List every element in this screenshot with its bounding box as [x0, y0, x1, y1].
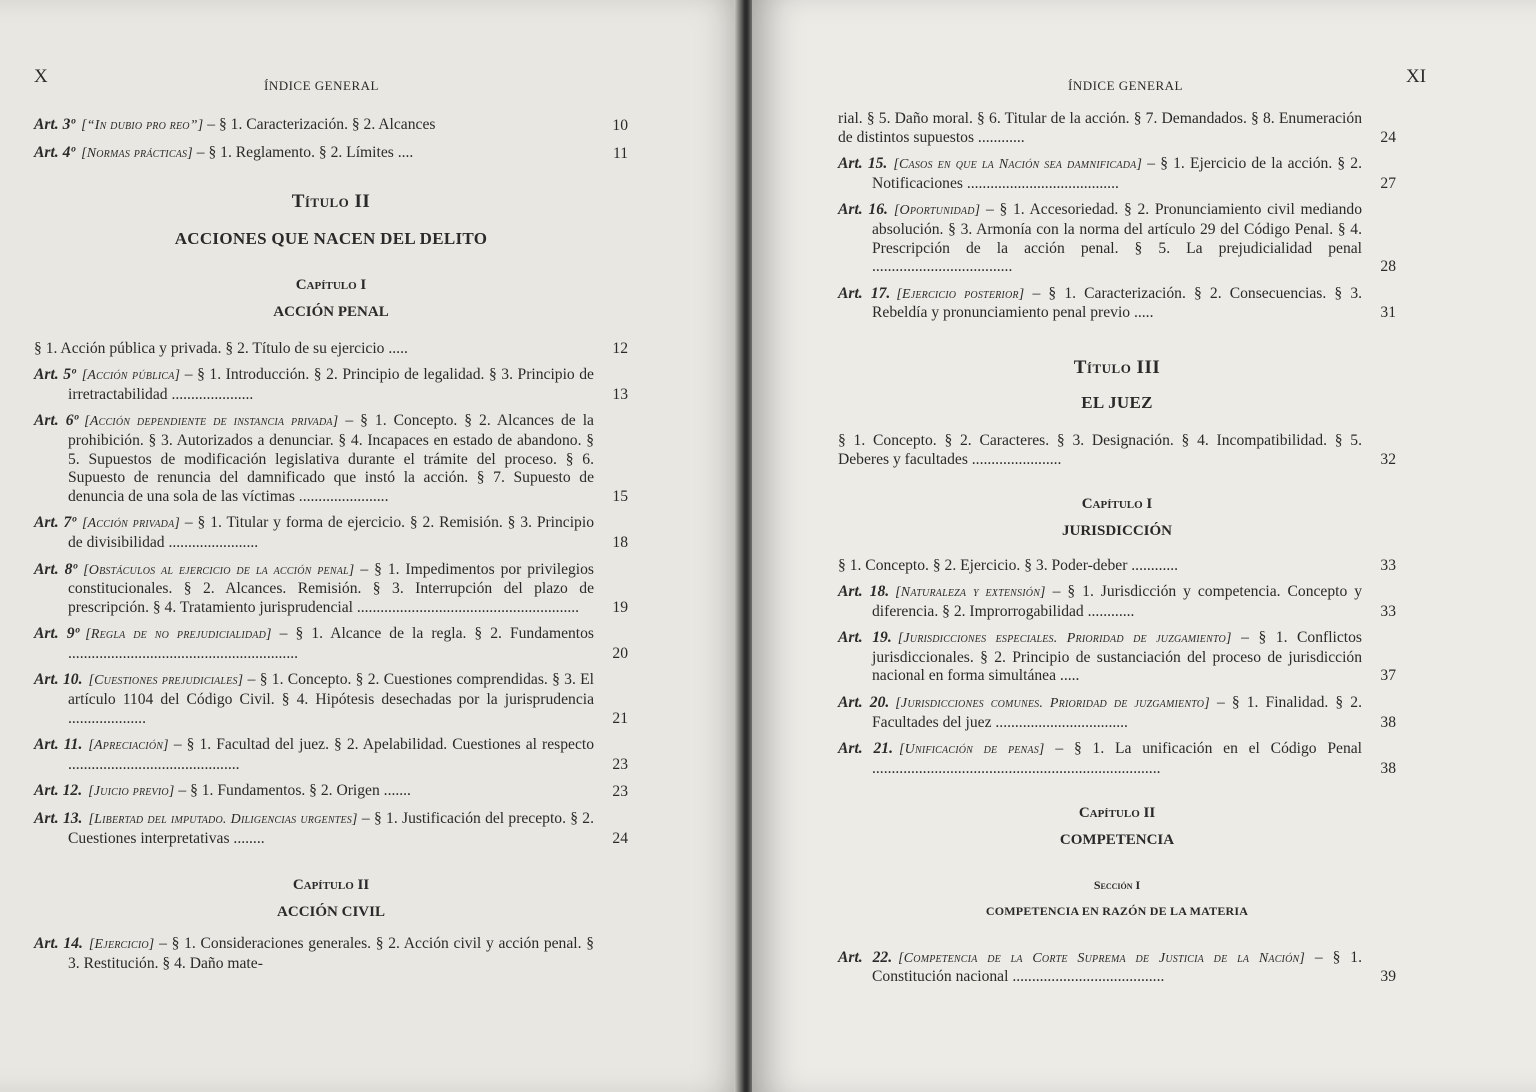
toc-page-number: 23: [612, 755, 628, 773]
toc-heading: [Acción dependiente de instancia privada]: [84, 414, 339, 430]
toc-article: Art. 21.: [838, 740, 893, 758]
toc-entry: [34, 514, 628, 552]
toc-heading: [Cuestiones prejudiciales]: [88, 673, 244, 689]
right-page: [752, 0, 1536, 1092]
toc-heading: [Jurisdicciones comunes. Prioridad de juzgamiento]: [895, 696, 1210, 712]
toc-text: – § 1. Impedimentos por privilegios constitucionales. § 2. Alcances. Remisión. § 3. Interrupción del plazo de prescripción. § 4. Tratamiento jurisprudencial .........................................................: [68, 560, 594, 616]
toc-heading: [“In dubio pro reo”]: [81, 118, 204, 133]
toc-page-number: 12: [612, 339, 628, 357]
toc-page-number: 39: [1380, 968, 1396, 986]
toc-heading: [Competencia de la Corte Suprema de Justicia de la Nación]: [898, 950, 1306, 966]
left-capitulo-2: Capítulo II: [292, 877, 370, 894]
toc-heading: [Acción privada]: [82, 516, 181, 532]
toc-article: Art. 16.: [838, 201, 888, 219]
toc-text: – § 1. Consideraciones generales. § 2. Acción civil y acción penal. § 3. Restitución. § 4. Daño mate-: [68, 935, 595, 972]
left-capitulo-2-title: ACCIÓN CIVIL: [277, 903, 385, 920]
toc-heading: [Acción pública]: [81, 368, 181, 384]
toc-text: – § 1. Fundamentos. § 2. Origen .......: [174, 782, 411, 800]
toc-page-number: 13: [612, 385, 628, 403]
right-column: [838, 110, 1396, 995]
left-folio: X: [34, 66, 48, 87]
toc-article: Art. 14.: [34, 935, 83, 953]
toc-text: – § 1. Constitución nacional .......................................: [872, 948, 1363, 986]
toc-heading: [Jurisdicciones especiales. Prioridad de juzgamiento]: [897, 631, 1232, 647]
left-entries-top: [34, 116, 628, 163]
toc-page-number: 38: [1380, 713, 1396, 731]
right-capitulo-1: Capítulo I: [1081, 496, 1153, 513]
left-column: [34, 116, 628, 982]
toc-entry: [838, 557, 1396, 576]
toc-page-number: 15: [612, 487, 628, 505]
toc-entry: [34, 671, 628, 728]
toc-article: Art. 7º: [34, 514, 77, 532]
toc-page-number: 10: [612, 117, 628, 134]
toc-article: Art. 22.: [838, 948, 893, 966]
toc-text: – § 1. Finalidad. § 2. Facultades del juez ..................................: [872, 694, 1362, 731]
left-titulo-heading: ACCIONES QUE NACEN DEL DELITO: [174, 228, 488, 248]
toc-text: – § 1. Jurisdicción y competencia. Concepto y diferencia. § 2. Improrrogabilidad ............: [872, 583, 1363, 620]
left-capitulo-1: Capítulo I: [295, 277, 367, 294]
toc-entry: [838, 432, 1396, 469]
toc-text: – § 1. Introducción. § 2. Principio de legalidad. § 3. Principio de irretractabilidad .....................: [68, 366, 594, 403]
toc-page-number: 37: [1380, 667, 1396, 685]
toc-text: rial. § 5. Daño moral. § 6. Titular de la acción. § 7. Demandados. § 8. Enumeración de distintos supuestos ............: [838, 110, 1362, 146]
left-titulo: Título II: [291, 191, 371, 213]
toc-page-number: 21: [612, 709, 628, 727]
toc-entry: [838, 740, 1396, 778]
toc-heading: [Casos en que la Nación sea damnificada]: [893, 157, 1143, 173]
toc-entry: [34, 736, 628, 774]
toc-page-number: 24: [1380, 128, 1396, 146]
toc-text: – § 1. Caracterización. § 2. Alcances: [203, 116, 436, 133]
toc-entry: [34, 810, 628, 848]
toc-heading: [Normas prácticas]: [81, 145, 193, 161]
right-seccion: Sección I: [1093, 877, 1141, 892]
toc-heading: [Libertad del imputado. Diligencias urgentes]: [88, 812, 358, 828]
right-entries-titulo: [838, 432, 1396, 469]
toc-entry: [34, 116, 628, 136]
toc-page-number: 38: [1380, 759, 1396, 777]
toc-heading: [Unificación de penas]: [898, 742, 1045, 758]
toc-heading: [Ejercicio]: [88, 937, 155, 953]
toc-article: Art. 15.: [838, 155, 888, 173]
toc-text: – § 1. Reglamento. § 2. Límites ....: [192, 143, 414, 161]
toc-article: Art. 8º: [34, 560, 78, 578]
toc-entry: [34, 366, 628, 404]
toc-entry: [838, 110, 1396, 147]
toc-text: § 1. Concepto. § 2. Caracteres. § 3. Designación. § 4. Incompatibilidad. § 5. Deberes y facultades .......................: [838, 432, 1362, 468]
toc-text: – § 1. Titular y forma de ejercicio. § 2. Remisión. § 3. Principio de divisibilidad .......................: [68, 514, 594, 551]
toc-heading: [Naturaleza y extensión]: [895, 585, 1046, 601]
right-capitulo-2-title: COMPETENCIA: [1059, 832, 1175, 849]
right-titulo-heading: EL JUEZ: [1081, 392, 1153, 412]
toc-article: Art. 3º: [34, 116, 76, 133]
toc-text: – § 1. Justificación del precepto. § 2. Cuestiones interpretativas ........: [68, 810, 595, 847]
toc-page-number: 33: [1380, 602, 1396, 620]
toc-heading: [Regla de no prejudicialidad]: [85, 627, 272, 643]
toc-entry: [34, 625, 628, 663]
toc-text: § 1. Concepto. § 2. Ejercicio. § 3. Poder-deber ............: [838, 556, 1179, 574]
right-running-head: ÍNDICE GENERAL: [1068, 78, 1183, 93]
right-seccion-title: COMPETENCIA EN RAZÓN DE LA MATERIA: [985, 904, 1249, 919]
toc-heading: [Oportunidad]: [893, 203, 981, 219]
right-titulo: Título III: [1073, 356, 1161, 378]
left-capitulo-1-title: ACCIÓN PENAL: [273, 303, 389, 320]
toc-entry: [34, 340, 628, 359]
toc-page-number: 11: [612, 144, 628, 162]
toc-entry: [838, 949, 1396, 987]
toc-article: Art. 20.: [838, 694, 890, 712]
right-capitulo-1-title: JURISDICCIÓN: [1061, 522, 1173, 539]
toc-text: – § 1. Facultad del juez. § 2. Apelabilidad. Cuestiones al respecto ............................................: [68, 736, 594, 773]
toc-text: – § 1. Caracterización. § 2. Consecuencias. § 3. Rebeldía y pronunciamiento penal previo .....: [872, 284, 1363, 322]
toc-page-number: 31: [1380, 304, 1396, 322]
left-page: [0, 0, 748, 1092]
toc-page-number: 27: [1380, 174, 1396, 192]
toc-heading: [Apreciación]: [88, 738, 169, 754]
toc-text: – § 1. Concepto. § 2. Cuestiones comprendidas. § 3. El artículo 1104 del Código Civil. § 4. Hipótesis desechadas por la jurisprudencia ....................: [68, 671, 595, 727]
toc-entry: [838, 583, 1396, 621]
toc-article: Art. 5º: [34, 366, 76, 384]
toc-text: – § 1. Concepto. § 2. Alcances de la prohibición. § 3. Autorizados a denunciar. § 4. Incapaces en estado de abandono. § 5. Supuestos de modificación legislativa durante el trámite del proceso. § 6. Supuesto de renuncia del damnificado que instó la acción. § 7. Supuesto de denuncia de una sola de las víctimas .......................: [68, 412, 594, 505]
toc-entry: [838, 155, 1396, 193]
toc-heading: [Ejercicio posterior]: [896, 286, 1025, 302]
toc-entry: [34, 782, 628, 802]
toc-page-number: 24: [612, 829, 628, 847]
toc-page-number: 18: [612, 533, 628, 551]
left-running-head: ÍNDICE GENERAL: [264, 78, 379, 93]
toc-page-number: 23: [612, 783, 628, 801]
toc-page-number: 28: [1380, 258, 1396, 276]
right-entries-cap1: [838, 557, 1396, 779]
toc-article: Art. 12.: [34, 782, 83, 800]
toc-text: – § 1. Conflictos jurisdiccionales. § 2. Principio de sustanciación del proceso de jurisdicción nacional en forma simultánea .....: [872, 629, 1363, 685]
toc-entry: [34, 412, 628, 506]
toc-article: Art. 10.: [34, 671, 83, 689]
toc-text: – § 1. Alcance de la regla. § 2. Fundamentos ...........................................................: [68, 625, 594, 662]
toc-entry: [838, 629, 1396, 686]
toc-article: Art. 4º: [34, 143, 76, 161]
toc-article: Art. 18.: [838, 583, 890, 601]
right-folio: XI: [1406, 66, 1427, 87]
toc-page-number: 19: [612, 598, 628, 616]
right-capitulo-2: Capítulo II: [1078, 805, 1156, 822]
toc-entry: [838, 694, 1396, 732]
left-entries-cap1: [34, 340, 628, 849]
toc-article: Art. 17.: [838, 284, 891, 302]
toc-heading: [Juicio previo]: [88, 784, 175, 800]
toc-text: – § 1. La unificación en el Código Penal ..........................................................................: [872, 740, 1363, 777]
right-entries-top: [838, 110, 1396, 323]
toc-entry: [34, 561, 628, 618]
toc-page-number: 32: [1380, 450, 1396, 468]
toc-text: – § 1. Accesoriedad. § 2. Pronunciamiento civil mediando absolución. § 3. Armonía con la norma del artículo 29 del Código Penal. § 4. Prescripción de la acción penal. § 5. La prejudicialidad penal ....................................: [872, 201, 1362, 276]
toc-page-number: 20: [612, 644, 628, 662]
toc-text: § 1. Acción pública y privada. § 2. Título de su ejercicio .....: [34, 339, 408, 357]
toc-entry: [838, 285, 1396, 323]
toc-heading: [Obstáculos al ejercicio de la acción penal]: [83, 562, 355, 578]
toc-article: Art. 9º: [34, 625, 80, 643]
toc-article: Art. 19.: [838, 629, 892, 647]
toc-article: Art. 13.: [34, 810, 83, 828]
toc-entry: [34, 935, 628, 973]
toc-article: Art. 6º: [34, 412, 79, 430]
toc-article: Art. 11.: [34, 736, 83, 754]
toc-page-number: 33: [1380, 556, 1396, 574]
toc-entry: [34, 144, 628, 164]
toc-text: – § 1. Ejercicio de la acción. § 2. Notificaciones .......................................: [872, 155, 1362, 192]
toc-entry: [838, 201, 1396, 276]
